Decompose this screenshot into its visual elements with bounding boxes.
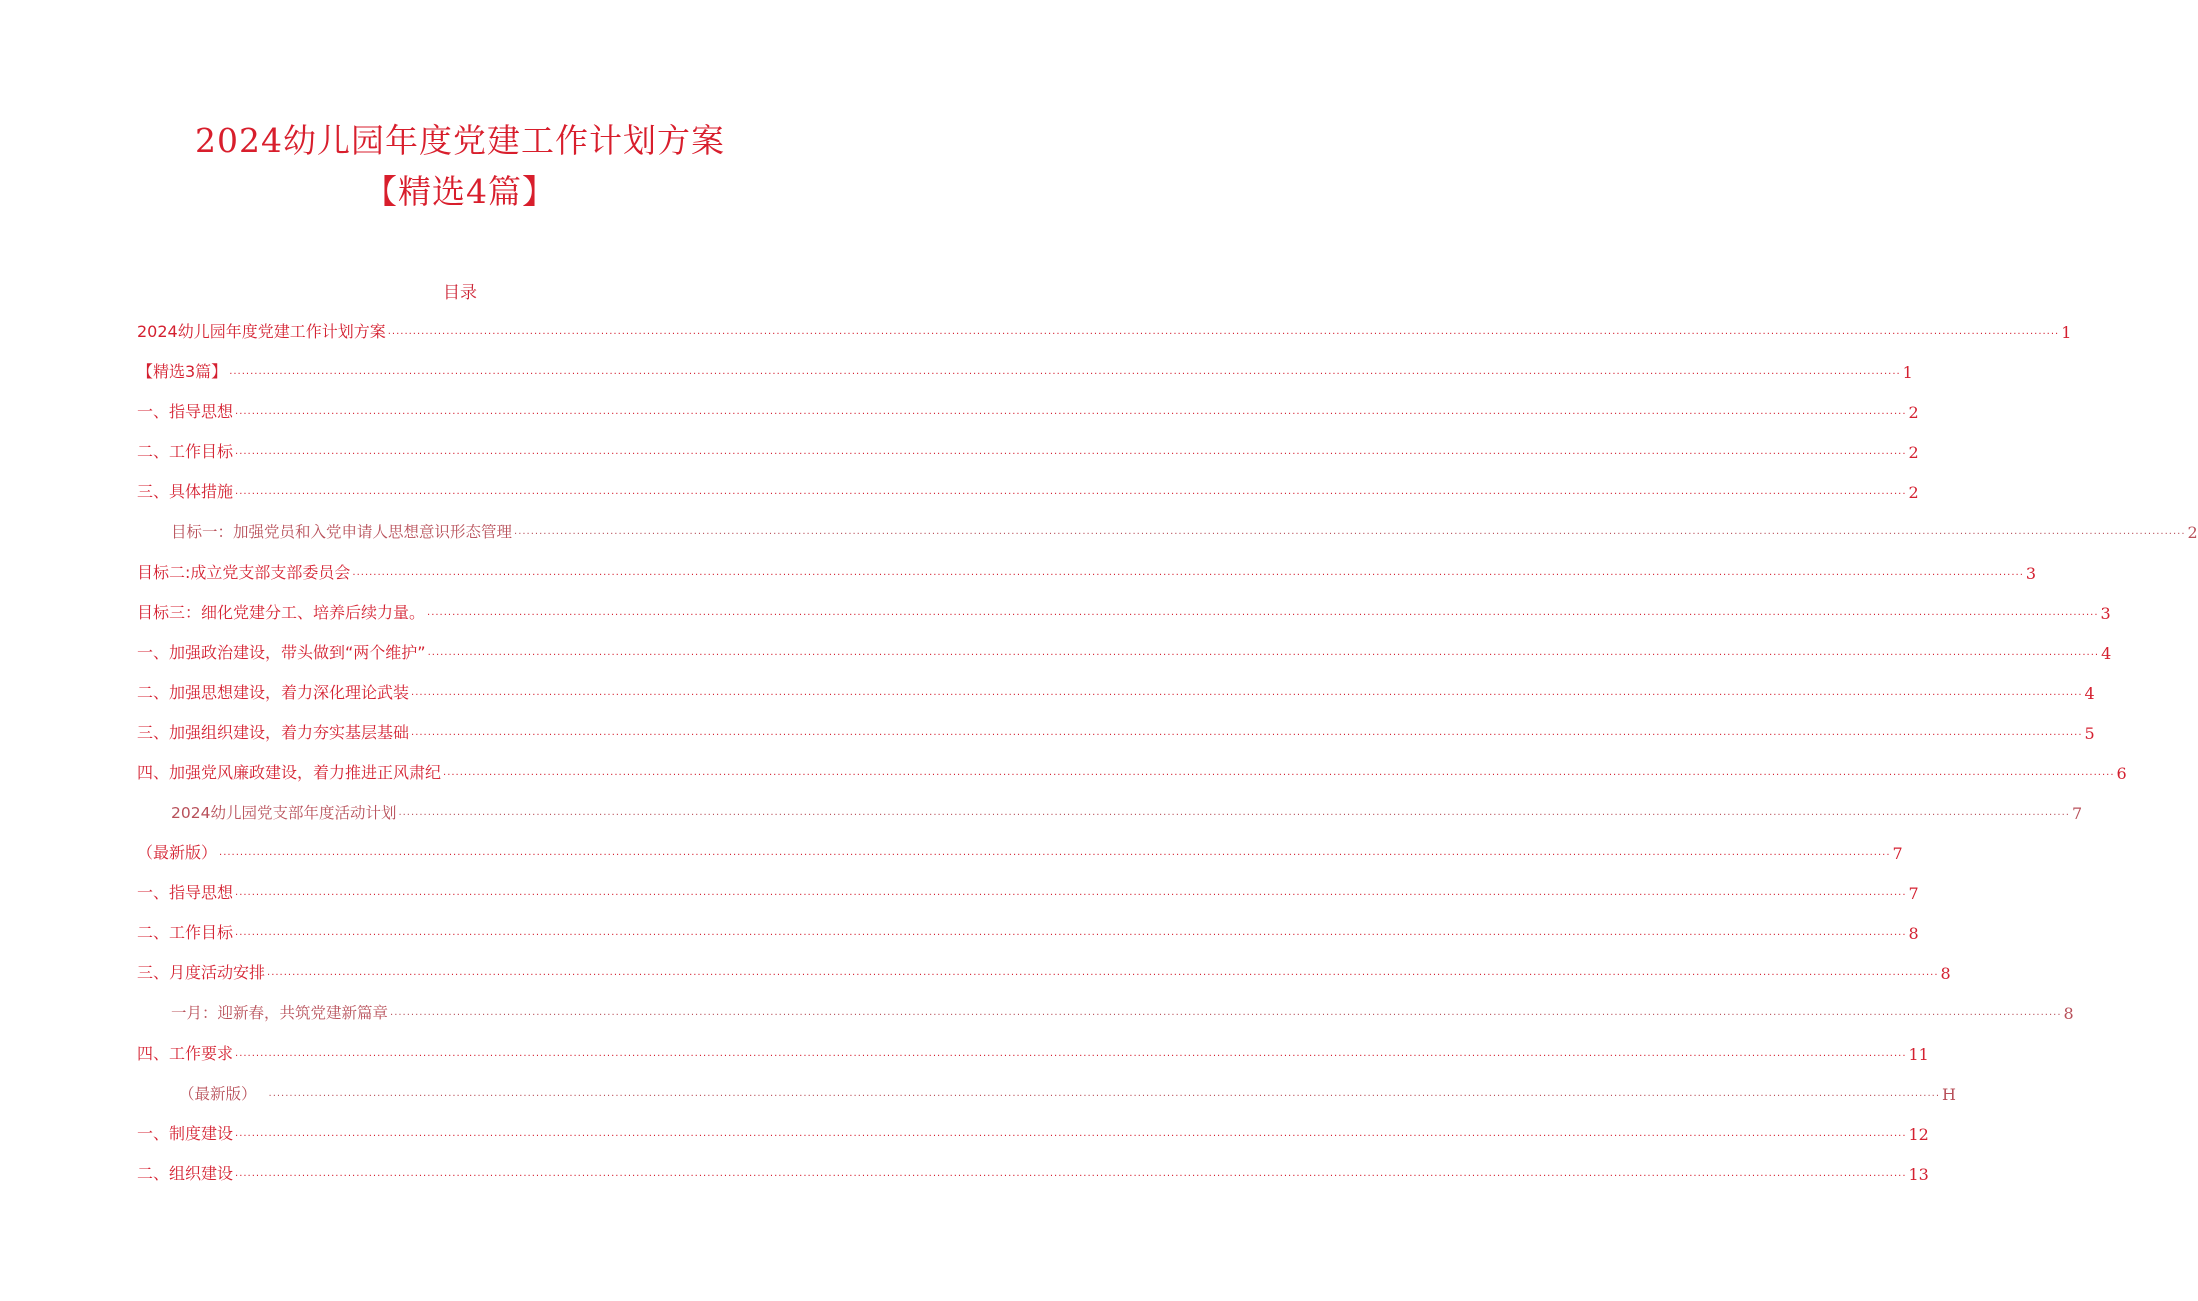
toc-leader-dots: ................................................................................................................................................................................................................................................................................................................................................................................................................ [229,366,1901,377]
toc-page-number: 3 [2100,604,2111,623]
toc-page-number: 4 [2101,644,2112,663]
toc-leader-dots: ................................................................................................................................................................................................................................................................................................................................................................................................................ [427,647,2100,658]
toc-entry[interactable] [137,1038,1929,1064]
toc-page-number: 2 [1908,443,1919,462]
toc-entry-label: 三、具体措施 [137,482,234,501]
toc-entry[interactable] [171,797,2083,823]
toc-leader-dots: ................................................................................................................................................................................................................................................................................................................................................................................................................ [219,847,1891,858]
toc-leader-dots: ................................................................................................................................................................................................................................................................................................................................................................................................................ [235,486,1907,497]
toc-leader-dots: ................................................................................................................................................................................................................................................................................................................................................................................................................ [235,1048,1907,1059]
toc-leader-dots: ................................................................................................................................................................................................................................................................................................................................................................................................................ [411,687,2083,698]
toc-entry-label: 二、工作目标 [137,442,234,461]
toc-page-number: 2 [1908,483,1919,502]
toc-leader-dots: ................................................................................................................................................................................................................................................................................................................................................................................................................ [235,406,1907,417]
toc-leader-dots: ................................................................................................................................................................................................................................................................................................................................................................................................................ [398,807,2070,818]
toc-entry[interactable] [137,717,2095,743]
toc-entry[interactable] [137,1158,1929,1184]
document-title-line1: 2024幼儿园年度党建工作计划方案 [195,121,725,160]
toc-entry[interactable] [137,557,2037,583]
toc-entry[interactable] [137,957,1951,983]
toc-entry[interactable] [137,677,2095,703]
toc-page-number: 3 [2025,564,2037,583]
toc-entry-label: 一、指导思想 [137,883,234,902]
toc-entry-label: 二、组织建设 [137,1164,234,1183]
toc-entry-label: 一、制度建设 [137,1124,234,1143]
toc-page-number: 2 [1908,403,1919,422]
toc-entry-label: 目标二:成立党支部支部委员会 [137,563,351,582]
toc-page-number: 7 [1908,884,1919,903]
toc-heading: 目录 [443,283,477,303]
toc-entry-label: 二、工作目标 [137,923,234,942]
toc-leader-dots: ................................................................................................................................................................................................................................................................................................................................................................................................................ [427,607,2099,618]
toc-leader-dots: ................................................................................................................................................................................................................................................................................................................................................................................................................ [514,526,2186,537]
toc-entry-label: 一、指导思想 [137,402,234,421]
toc-entry-label: 目标三：细化党建分工、培养后续力量。 [137,603,426,622]
toc-entry-label: 三、月度活动安排 [137,963,266,982]
toc-leader-dots: ................................................................................................................................................................................................................................................................................................................................................................................................................ [235,1168,1907,1179]
toc-page-number: 4 [2084,684,2095,703]
toc-page-number: 5 [2084,724,2095,743]
toc-entry[interactable] [137,877,1919,903]
toc-entry-label: 一月：迎新春，共筑党建新篇章 [171,1004,389,1022]
toc-leader-dots: ................................................................................................................................................................................................................................................................................................................................................................................................................ [352,567,2024,578]
toc-entry-label: 2024幼儿园党支部年度活动计划 [171,804,397,822]
toc-entry[interactable] [137,597,2111,623]
toc-entry-label: 二、加强思想建设，着力深化理论武装 [137,683,410,702]
toc-page-number: 7 [2071,804,2083,823]
toc-leader-dots: ................................................................................................................................................................................................................................................................................................................................................................................................................ [443,767,2115,778]
toc-entry-label: （最新版） [137,843,218,862]
toc-leader-dots: ................................................................................................................................................................................................................................................................................................................................................................................................................ [235,927,1907,938]
toc-page-number: 2 [2187,523,2198,542]
toc-page-number: 8 [1940,964,1951,983]
toc-entry[interactable] [137,1118,1929,1144]
toc-entry[interactable] [171,997,2074,1023]
toc-entry[interactable] [137,837,1903,863]
toc-leader-dots: ................................................................................................................................................................................................................................................................................................................................................................................................................ [411,727,2083,738]
toc-leader-dots: ................................................................................................................................................................................................................................................................................................................................................................................................................ [235,1128,1907,1139]
toc-entry-label: 2024幼儿园年度党建工作计划方案 [137,322,386,341]
toc-entry[interactable] [137,757,2127,783]
toc-entry[interactable] [137,436,1919,462]
toc-leader-dots: ................................................................................................................................................................................................................................................................................................................................................................................................................ [235,887,1907,898]
document-title-line2: 【精选4篇】 [364,172,556,211]
toc-page-number: 1 [1902,363,1913,382]
toc-entry-label: （最新版） [179,1085,257,1103]
toc-leader-dots: ................................................................................................................................................................................................................................................................................................................................................................................................................ [268,1088,1940,1099]
toc-entry-label: 四、加强党风廉政建设，着力推进正风肃纪 [137,763,442,782]
toc-entry[interactable] [137,637,2112,663]
toc-entry[interactable] [137,476,1919,502]
toc-entry[interactable] [171,516,2198,542]
toc-page-number: 6 [2116,764,2127,783]
toc-page-number: 11 [1908,1045,1929,1064]
toc-entry-label: 一、加强政治建设，带头做到“两个维护” [137,643,426,662]
toc-entry-label: 三、加强组织建设，着力夯实基层基础 [137,723,410,742]
toc-leader-dots: ................................................................................................................................................................................................................................................................................................................................................................................................................ [387,326,2060,337]
toc-page-number: 8 [1908,924,1919,943]
toc-page-number: 7 [1892,844,1903,863]
toc-entry[interactable] [137,917,1919,943]
toc-page-number: H [1942,1085,1956,1104]
toc-entry-label: 四、工作要求 [137,1044,234,1063]
toc-page-number: 12 [1908,1125,1929,1144]
toc-leader-dots: ................................................................................................................................................................................................................................................................................................................................................................................................................ [390,1007,2062,1018]
toc-entry-label: 【精选3篇】 [137,362,228,381]
toc-leader-dots: ................................................................................................................................................................................................................................................................................................................................................................................................................ [235,446,1907,457]
toc-entry[interactable] [137,316,2072,342]
toc-entry[interactable] [179,1078,1956,1104]
toc-entry[interactable] [137,396,1919,422]
toc-entry-label: 目标一：加强党员和入党申请人思想意识形态管理 [171,523,513,541]
toc-page-number: 1 [2061,323,2072,342]
toc-page-number: 8 [2063,1004,2074,1023]
toc-leader-dots: ................................................................................................................................................................................................................................................................................................................................................................................................................ [267,967,1939,978]
toc-page-number: 13 [1908,1165,1929,1184]
toc-entry[interactable] [137,356,1913,382]
